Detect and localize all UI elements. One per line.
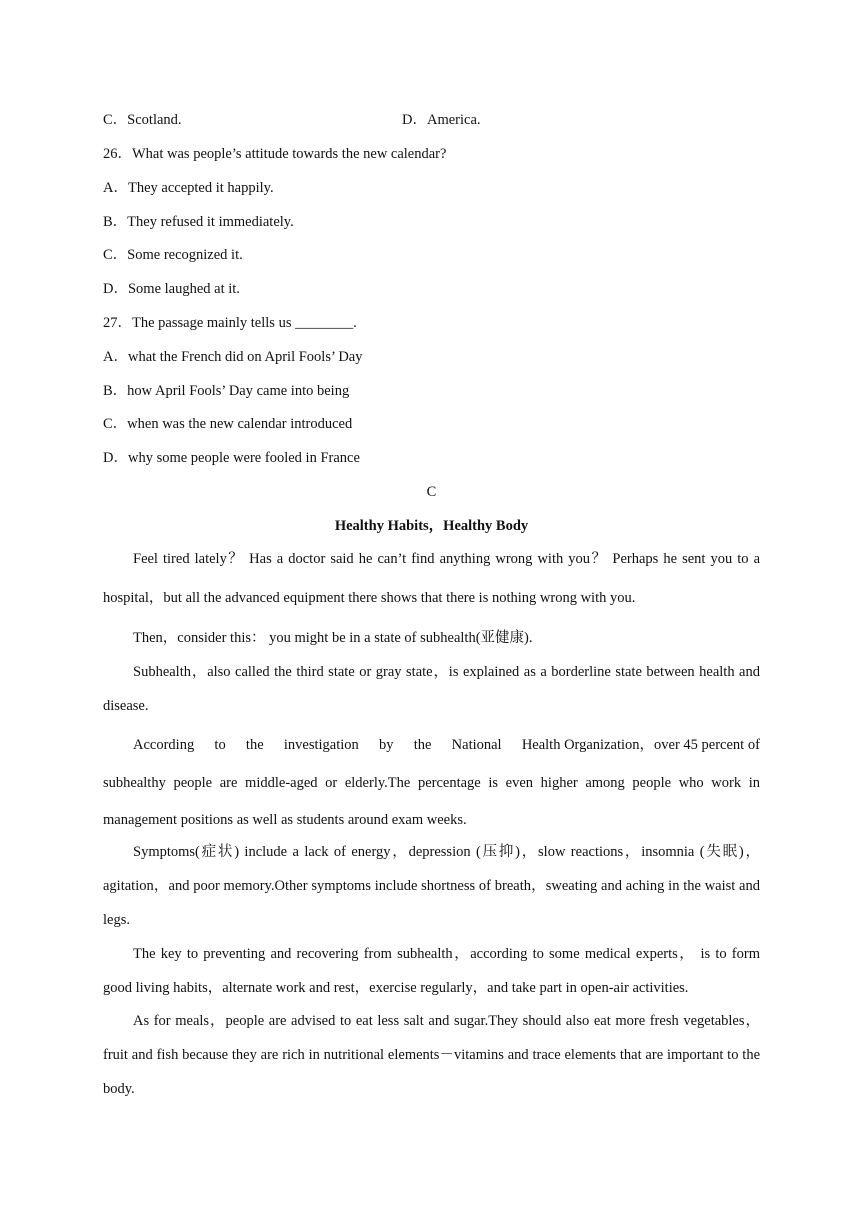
q27-option-b: B．how April Fools’ Day came into being <box>103 383 350 399</box>
p4-word: Health Organization，over 45 percent of <box>521 737 760 753</box>
q27-option-a: A．what the French did on April Fools’ Day <box>103 349 363 365</box>
passage-paragraph-3: Subhealth，also called the third state or gray state，is explained as a borderline state between health and disease. <box>103 664 760 714</box>
q26-option-d: D．Some laughed at it. <box>103 281 240 297</box>
p4-word: National <box>451 737 502 753</box>
section-letter: C <box>426 484 437 500</box>
p4-word: According <box>133 737 195 753</box>
q26-option-a: A．They accepted it happily. <box>103 180 274 196</box>
q27-option-c: C．when was the new calendar introduced <box>103 416 353 432</box>
q27-option-d: D．why some people were fooled in France <box>103 450 360 466</box>
p4-word: to <box>214 737 226 753</box>
q27-question: 27．The passage mainly tells us ________. <box>103 315 357 331</box>
passage-paragraph-7: As for meals，people are advised to eat less salt and sugar.They should also eat more fresh vegetables，fruit and fish because they are rich in nutritional elements－vitamins and trace elements that are important to the body. <box>103 1013 760 1097</box>
q25-option-c: C．Scotland. <box>103 112 182 128</box>
passage-paragraph-5: Symptoms(症状) include a lack of energy，depression (压抑)，slow reactions，insomnia (失眠)，agitation，and poor memory.Other symptoms include shortness of breath，sweating and aching in the waist and legs. <box>103 844 760 928</box>
q25-option-d: D．America. <box>402 112 481 128</box>
q26-question: 26．What was people’s attitude towards the new calendar? <box>103 146 447 162</box>
q26-option-c: C．Some recognized it. <box>103 247 243 263</box>
passage-paragraph-4-first-line <box>133 735 760 755</box>
p4-word: investigation <box>283 737 359 753</box>
passage-paragraph-4-rest: subhealthy people are middle-aged or elderly.The percentage is even higher among people who work in management positions as well as students around exam weeks. <box>103 775 760 828</box>
p4-word: the <box>413 737 432 753</box>
passage-paragraph-6: The key to preventing and recovering from subhealth，according to some medical experts， is to form good living habits，alternate work and rest，exercise regularly，and take part in open-air activities. <box>103 946 760 996</box>
passage-paragraph-1: Feel tired lately？ Has a doctor said he can’t find anything wrong with you？ Perhaps he sent you to a hospital，but all the advanced equipment there shows that there is nothing wrong with you. <box>103 551 760 606</box>
p4-word: by <box>379 737 394 753</box>
passage-title: Healthy Habits，Healthy Body <box>334 518 529 534</box>
p4-word: the <box>245 737 264 753</box>
passage-paragraph-2: Then，consider this： you might be in a state of subhealth(亚健康). <box>133 630 533 646</box>
q26-option-b: B．They refused it immediately. <box>103 214 294 230</box>
